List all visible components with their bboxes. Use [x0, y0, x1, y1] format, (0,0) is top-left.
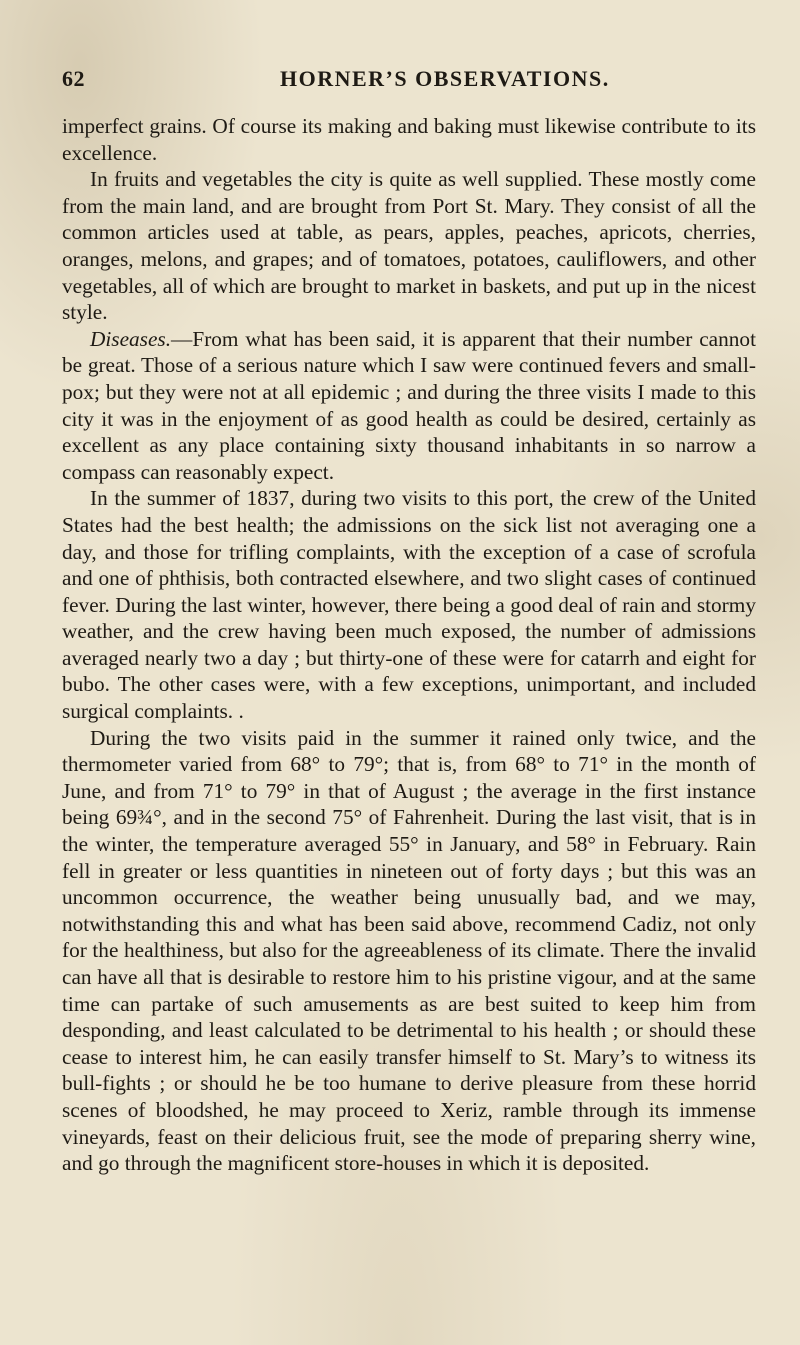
section-heading: Diseases.	[90, 326, 172, 351]
paragraph	[62, 166, 756, 326]
paragraph	[62, 113, 756, 166]
paragraph-text: During the two visits paid in the summer it rained only twice, and the thermometer varied from 68° to 79°; that is, from 68° to 71° in the month of June, and from 71° to 79° in that of August ; the average in the first instance being 69¾°, and in the second 75° of Fahrenheit. During the last visit, that is in the winter, the temperature averaged 55° in January, and 58° in February. Rain fell in greater or less quantities in nineteen out of forty days ; but this was an uncommon occurrence, the weather being unusually bad, and we may, notwithstanding this and what has been said above, recommend Cadiz, not only for the healthiness, but also for the agreeableness of its climate. There the invalid can have all that is desirable to restore him to his pristine vigour, and at the same time can partake of such amusements as are best suited to keep him from desponding, and least calculated to be detrimental to his health ; or should these cease to interest him, he can easily transfer himself to St. Mary’s to witness its bull-fights ; or should he be too humane to derive pleasure from these horrid scenes of bloodshed, he may proceed to Xeriz, ramble through its immense vineyards, feast on their delicious fruit, see the mode of preparing sherry wine, and go through the magnificent store-houses in which it is deposited.	[62, 725, 756, 1176]
paragraph-text: —From what has been said, it is apparent that their number cannot be great. Those of a serious nature which I saw were continued fevers and small-pox; but they were not at all epidemic ; and during the three visits I made to this city it was in the enjoyment of as good health as could be desired, certainly as excellent as any place containing sixty thousand inhabitants in so narrow a compass can reasonably expect.	[62, 326, 756, 484]
paragraph	[62, 326, 756, 486]
running-head: HORNER’S OBSERVATIONS.	[280, 66, 610, 91]
page-header	[62, 66, 752, 96]
paragraph	[62, 485, 756, 724]
page-number: 62	[62, 66, 85, 91]
paragraph	[62, 725, 756, 1177]
paragraph-text: In fruits and vegetables the city is quite as well supplied. These mostly come from the main land, and are brought from Port St. Mary. They consist of all the common articles used at table, as pears, apples, peaches, apricots, cherries, oranges, melons, and grapes; and of tomatoes, potatoes, cauliflowers, and other vegetables, all of which are brought to market in baskets, and put up in the nicest style.	[62, 167, 756, 325]
paragraph-text: imperfect grains. Of course its making and baking must likewise contribute to its excellence.	[62, 114, 756, 165]
body-text	[62, 113, 756, 1177]
paragraph-text: In the summer of 1837, during two visits to this port, the crew of the United States had the best health; the admissions on the sick list not averaging one a day, and those for trifling complaints, with the exception of a case of scrofula and one of phthisis, both contracted elsewhere, and two slight cases of continued fever. During the last winter, however, there being a good deal of rain and stormy weather, and the crew having been much exposed, the number of admissions averaged nearly two a day ; but thirty-one of these were for catarrh and eight for bubo. The other cases were, with a few exceptions, unimportant, and included surgical complaints. .	[62, 486, 756, 724]
